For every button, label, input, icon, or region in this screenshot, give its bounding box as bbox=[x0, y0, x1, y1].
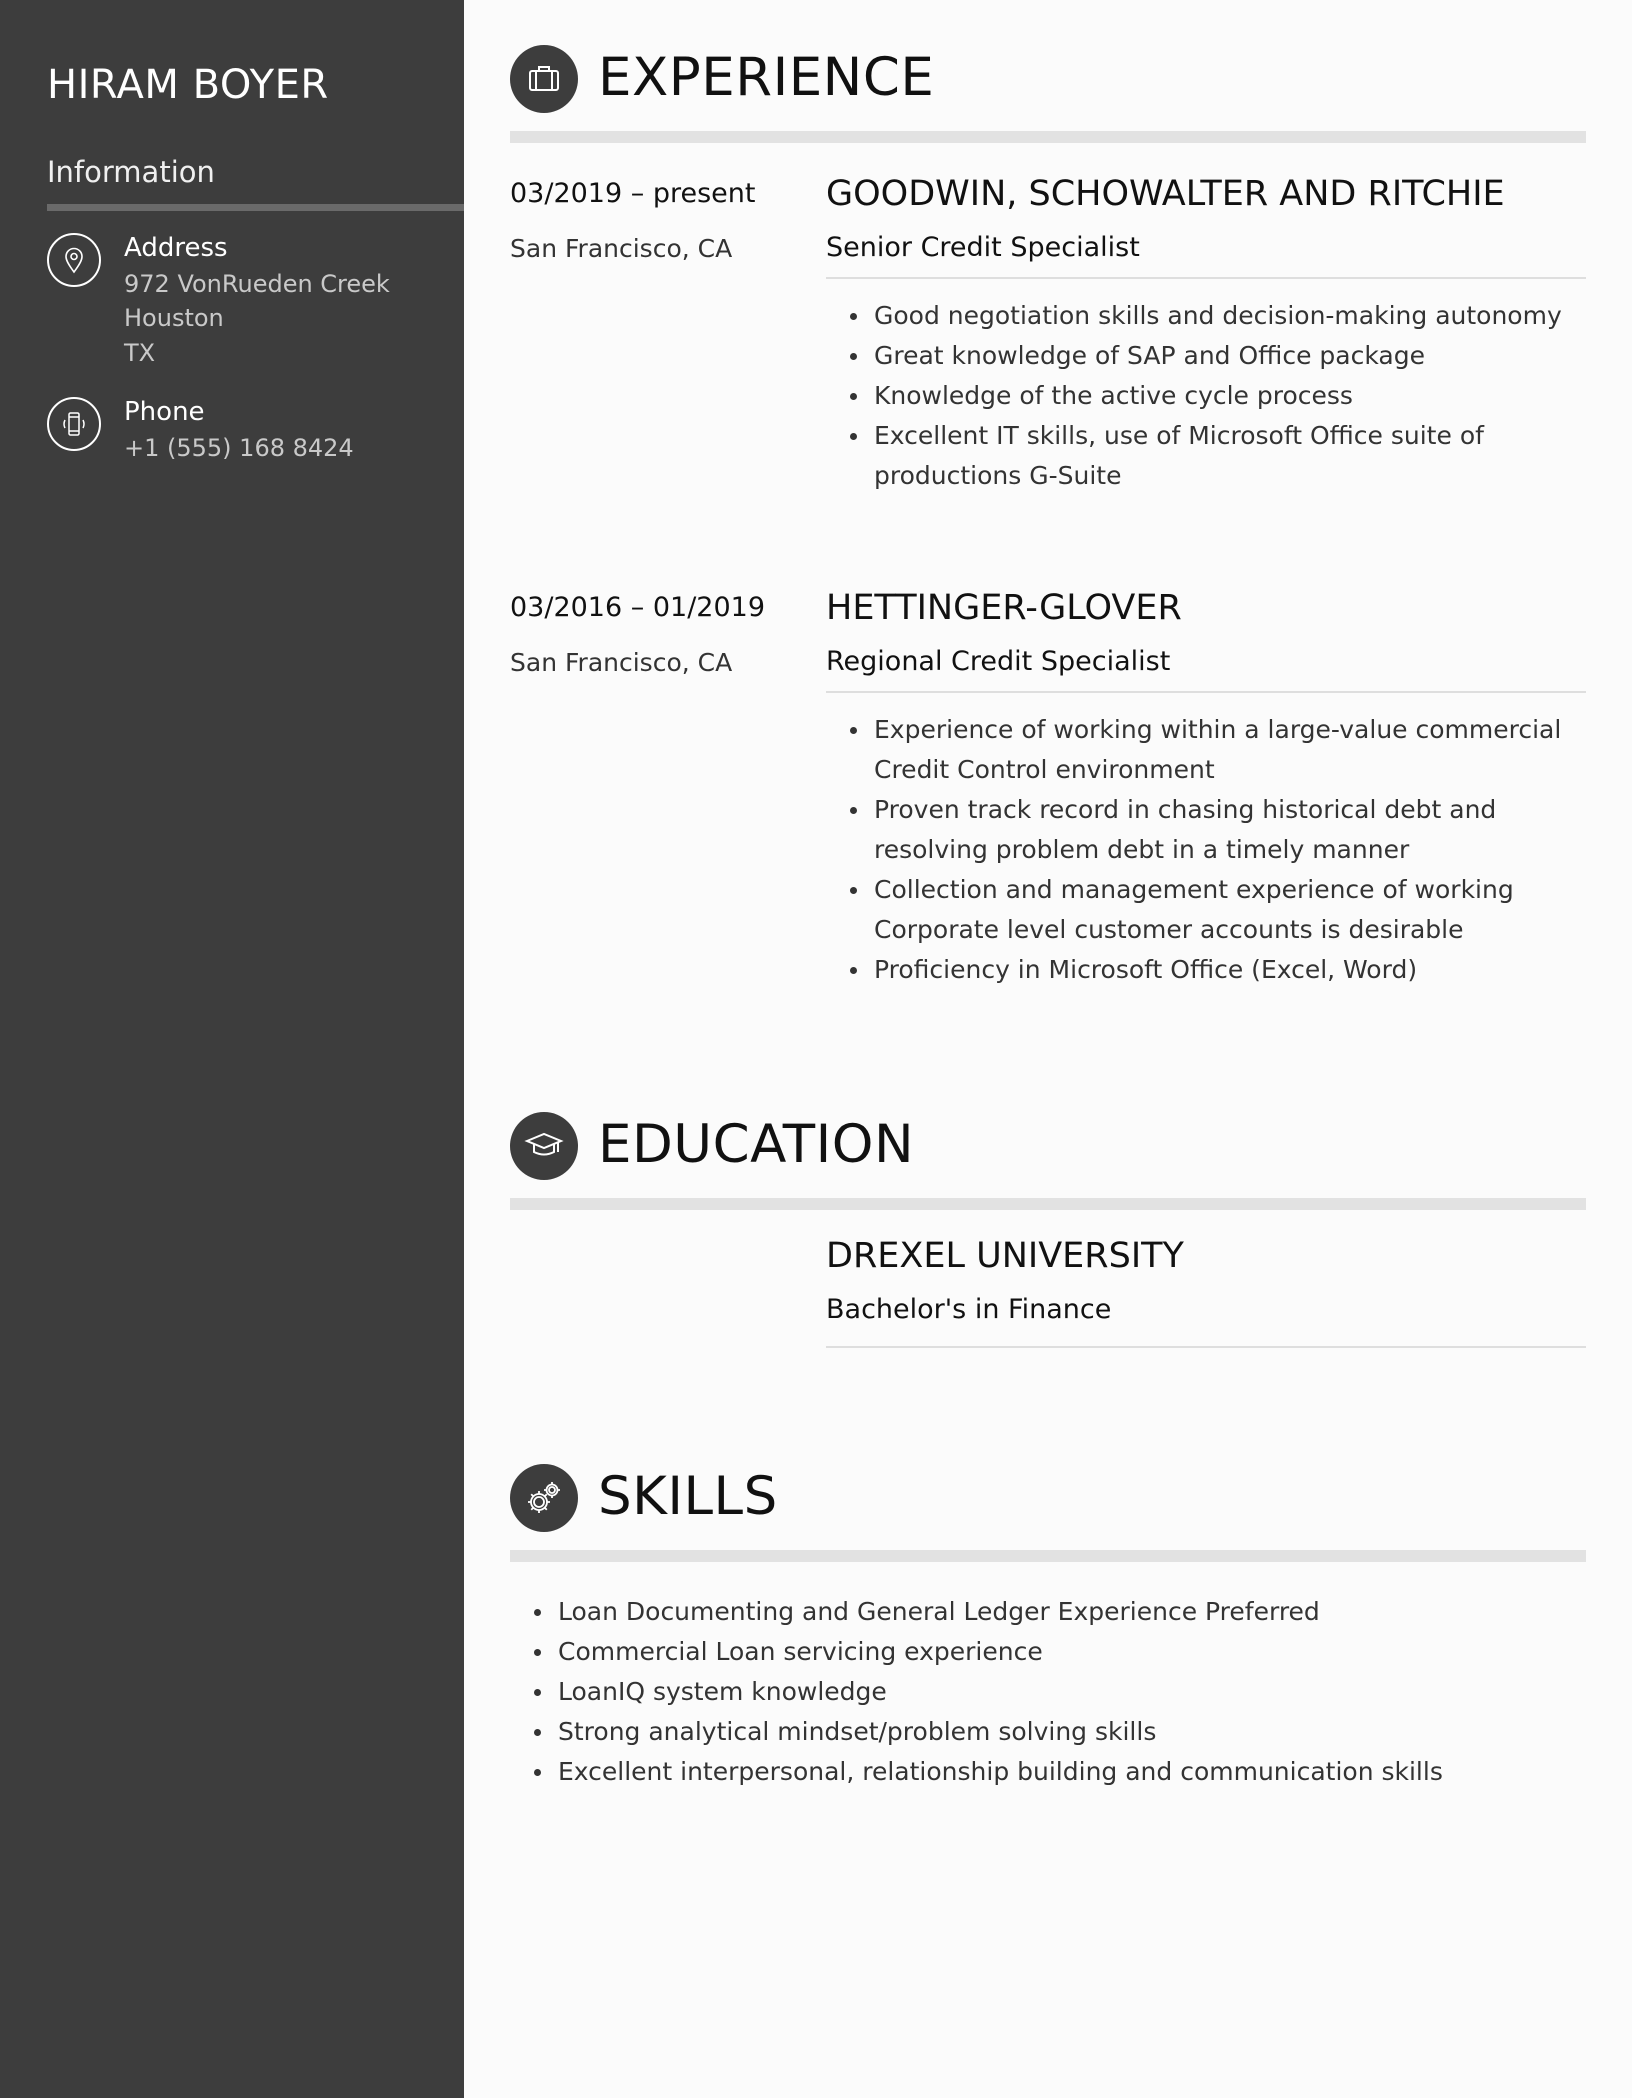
phone-number: +1 (555) 168 8424 bbox=[124, 434, 354, 462]
skills-title: SKILLS bbox=[598, 1466, 778, 1527]
job-divider bbox=[826, 691, 1586, 693]
phone-block bbox=[47, 397, 447, 467]
list-item: Good negotiation skills and decision-making autonomy bbox=[826, 296, 1586, 336]
job-location: San Francisco, CA bbox=[510, 648, 733, 677]
address-line-1: 972 VonRueden Creek bbox=[124, 270, 390, 298]
job-location: San Francisco, CA bbox=[510, 234, 733, 263]
information-divider bbox=[47, 204, 464, 211]
education-section-header bbox=[510, 1112, 1586, 1212]
job-title: Regional Credit Specialist bbox=[826, 646, 1171, 677]
location-pin-icon bbox=[47, 233, 101, 287]
sidebar bbox=[0, 0, 464, 2098]
gears-icon bbox=[510, 1464, 578, 1532]
phone-label: Phone bbox=[124, 397, 205, 427]
information-heading: Information bbox=[47, 155, 215, 189]
education-title: EDUCATION bbox=[598, 1114, 915, 1175]
job-dates: 03/2016 – 01/2019 bbox=[510, 592, 765, 623]
job-bullets bbox=[826, 296, 1586, 496]
job-entry-2 bbox=[510, 588, 1586, 1012]
address-line-3: TX bbox=[124, 339, 156, 367]
list-item: Commercial Loan servicing experience bbox=[510, 1632, 1586, 1672]
job-bullets bbox=[826, 710, 1586, 990]
address-block bbox=[47, 233, 447, 367]
skills-section-header bbox=[510, 1464, 1586, 1564]
briefcase-icon bbox=[510, 45, 578, 113]
degree: Bachelor's in Finance bbox=[826, 1294, 1112, 1325]
education-rule bbox=[510, 1198, 1586, 1210]
education-divider bbox=[826, 1346, 1586, 1348]
list-item: Experience of working within a large-value commercial Credit Control environment bbox=[826, 710, 1586, 790]
list-item: Great knowledge of SAP and Office package bbox=[826, 336, 1586, 376]
list-item: Knowledge of the active cycle process bbox=[826, 376, 1586, 416]
job-divider bbox=[826, 277, 1586, 279]
list-item: Collection and management experience of working Corporate level customer accounts is desirable bbox=[826, 870, 1586, 950]
experience-section-header bbox=[510, 45, 1586, 145]
school-name: DREXEL UNIVERSITY bbox=[826, 1236, 1184, 1276]
list-item: Strong analytical mindset/problem solving skills bbox=[510, 1712, 1586, 1752]
address-label: Address bbox=[124, 233, 228, 263]
address-line-2: Houston bbox=[124, 304, 224, 332]
job-entry-1 bbox=[510, 174, 1586, 508]
list-item: LoanIQ system knowledge bbox=[510, 1672, 1586, 1712]
job-title: Senior Credit Specialist bbox=[826, 232, 1140, 263]
graduation-cap-icon bbox=[510, 1112, 578, 1180]
list-item: Proficiency in Microsoft Office (Excel, Word) bbox=[826, 950, 1586, 990]
list-item: Excellent interpersonal, relationship building and communication skills bbox=[510, 1752, 1586, 1792]
mobile-phone-icon bbox=[47, 397, 101, 451]
experience-title: EXPERIENCE bbox=[598, 47, 935, 108]
education-entry-1 bbox=[510, 1236, 1586, 1350]
skills-list bbox=[510, 1592, 1586, 1792]
list-item: Excellent IT skills, use of Microsoft Office suite of productions G-Suite bbox=[826, 416, 1586, 496]
skills-rule bbox=[510, 1550, 1586, 1562]
list-item: Proven track record in chasing historical debt and resolving problem debt in a timely manner bbox=[826, 790, 1586, 870]
experience-rule bbox=[510, 131, 1586, 143]
job-dates: 03/2019 – present bbox=[510, 178, 756, 209]
job-company: GOODWIN, SCHOWALTER AND RITCHIE bbox=[826, 174, 1505, 214]
job-company: HETTINGER-GLOVER bbox=[826, 588, 1182, 628]
list-item: Loan Documenting and General Ledger Experience Preferred bbox=[510, 1592, 1586, 1632]
candidate-name: HIRAM BOYER bbox=[47, 62, 329, 108]
